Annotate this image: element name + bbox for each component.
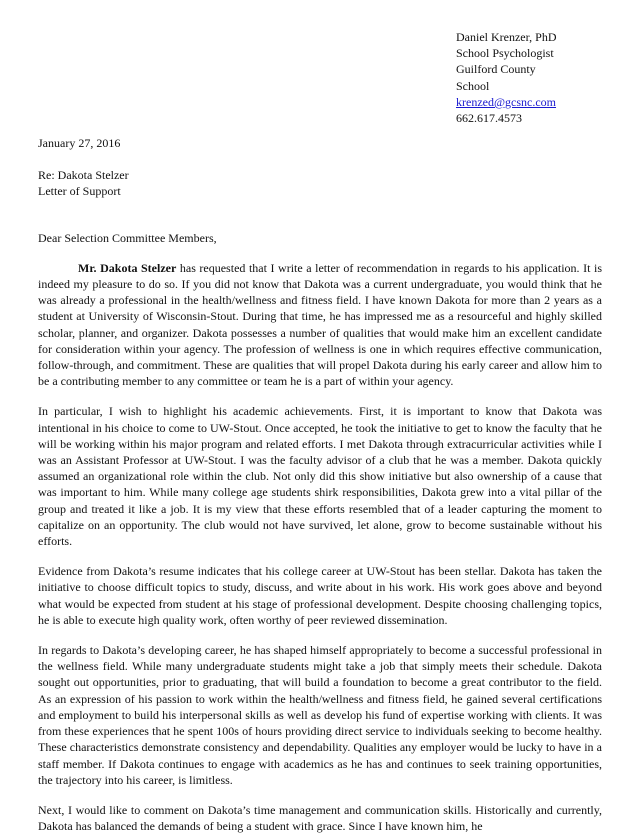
- subject-line-recipient: Re: Dakota Stelzer: [38, 168, 129, 183]
- paragraph-1: [38, 260, 602, 390]
- salutation: Dear Selection Committee Members,: [38, 230, 217, 245]
- paragraph-2: In particular, I wish to highlight his academic achievements. First, it is important to know that Dakota was intentional in his choice to come to UW-Stout. Once accepted, he took the initiative to get to know the faculty that he will be working within his major program and related efforts. I met Dakota through extracurricular activities while I was an Assistant Professor at UW-Stout. I was the faculty advisor of a club that he was a member. Dakota quickly assumed an organizational role within the club. Not only did this show initiative but also ownership of a cause that was important to him. While many college age students shirk responsibilities, Dakota grew into a vital pillar of the group and treated it like a job. It is my view that these efforts resembled that of a leader capturing the moment to capitalize on an opportunity. The club would not have survived, let alone, grow to become sustainable without his efforts.: [38, 404, 602, 549]
- subject-line-type: Letter of Support: [38, 184, 121, 199]
- sender-name: Daniel Krenzer, PhD: [456, 30, 557, 44]
- sender-email-link[interactable]: krenzed@gcsnc.com: [456, 94, 557, 109]
- subject-block: [38, 167, 602, 199]
- paragraph-3: Evidence from Dakota’s resume indicates that his college career at UW-Stout has been stellar. Dakota has taken the initiative to choose difficult topics to study, discuss, and write about in his work. His work goes above and beyond what would be expected from student at his stage of professional development. Despite choosing challenging topics, he is able to execute high quality work, often worthy of peer reviewed dissemination.: [38, 564, 602, 627]
- paragraph-4: In regards to Dakota’s developing career, he has shaped himself appropriately to become a successful professional in the wellness field. While many undergraduate students might take a job that simply meets their schedule. Dakota sought out opportunities, prior to graduating, that will build a foundation to become a great contributor to the field. As an expression of his passion to work within the health/wellness and fitness field, he gained several certifications and employment to build his interpersonal skills as well as develop his fund of expertise working with clients. It was from these experiences that he spent 100s of hours providing direct service to individuals seeking to become healthy. These characteristics demonstrate consistency and dependability. Qualities any employer would be lucky to have in a staff member. If Dakota continues to engage with academics as he has and continues to seek training opportunities, the trajectory into his career, is limitless.: [38, 643, 602, 787]
- candidate-name: Mr. Dakota Stelzer: [78, 260, 177, 275]
- sender-title: School Psychologist: [456, 46, 554, 61]
- letter-body: [38, 135, 602, 834]
- paragraph-5: Next, I would like to comment on Dakota’s time management and communication skills. Historically and currently, Dakota has balanced the demands of being a student with grace. Since I have known him, he: [38, 802, 602, 834]
- paragraph-1-text: has requested that I write a letter of recommendation in regards to his application. It is indeed my pleasure to do so. If you did not know that Dakota was a current undergraduate, you would think that he was already a professional in the health/wellness and fitness field. I have known Dakota for more than 2 years as a student at University of Wisconsin-Stout. During that time, he has impressed me as a resourceful and highly skilled scholar, planner, and organizer. Dakota possesses a number of qualities that would make him an excellent candidate for consideration within your agency. The profession of wellness is one in which requires effective communication, follow-through, and commitment. These are qualities that will propel Dakota during his early career and allow him to be a contributing member to any committee or team he is a part of within your agency.: [38, 260, 602, 389]
- sender-org-line1: Guilford County: [456, 62, 536, 77]
- sender-org-line2: School: [456, 78, 490, 93]
- sender-phone: 662.617.4573: [456, 111, 522, 126]
- sender-block: [456, 29, 626, 126]
- letter-date: January 27, 2016: [38, 136, 121, 150]
